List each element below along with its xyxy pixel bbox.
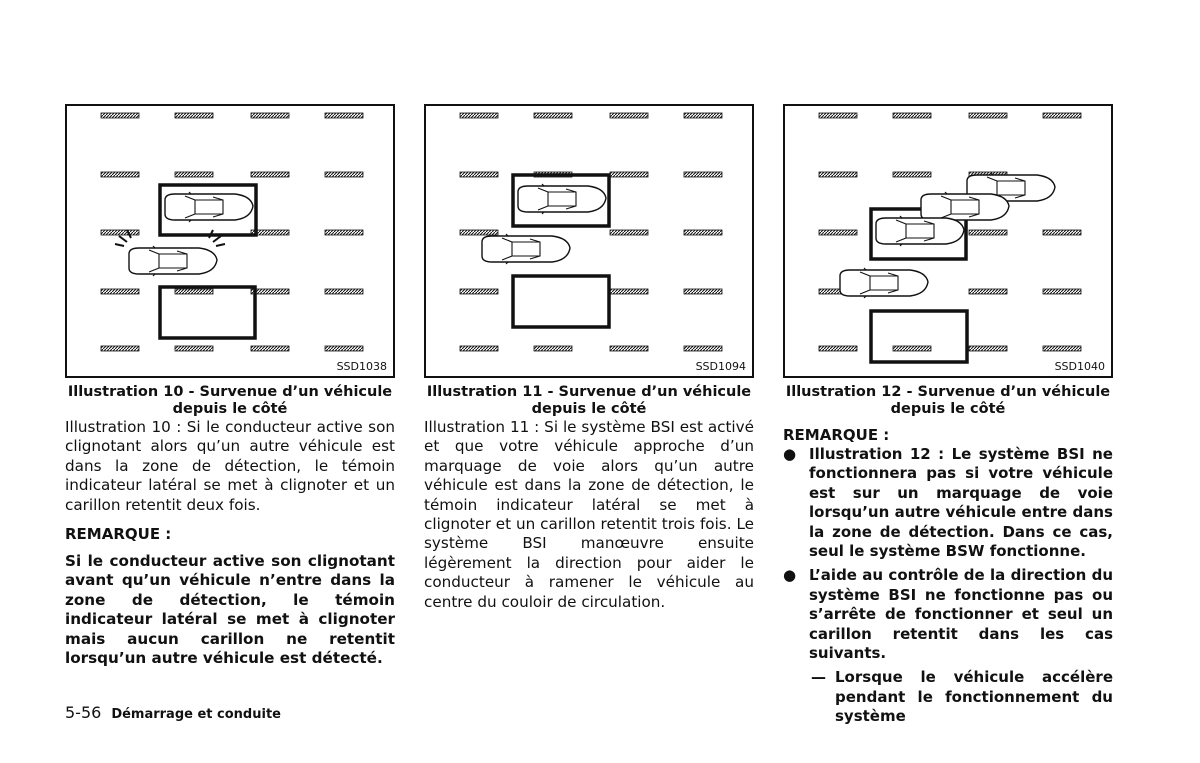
bullet-icon: ●: [783, 566, 797, 585]
caption-line: depuis le côté: [531, 401, 647, 417]
caption-line: depuis le côté: [890, 401, 1006, 417]
body-text: Illustration 10 : Si le conducteur active son clignotant alors qu’un autre véhicule est dans la zone de détection, le témoin indicateur latéral se met à clignoter et un carillon retentit deux fois.: [65, 418, 395, 514]
car-position-1: [876, 216, 964, 246]
figure-caption: [65, 384, 395, 418]
figure-code: SSD1040: [1054, 360, 1105, 373]
column-1: [65, 104, 395, 668]
figure-12-drawing: [785, 106, 1111, 376]
caption-line: Illustration 11 - Survenue d’un véhicule: [426, 384, 752, 400]
own-car: [165, 192, 253, 222]
dash-item: [783, 668, 1113, 726]
lane-markings: [460, 113, 722, 351]
detection-zone-lower: [160, 287, 255, 338]
figure-12: [783, 104, 1113, 378]
page-footer: [65, 703, 281, 722]
figure-10: [65, 104, 395, 378]
caption-line: Illustration 12 - Survenue d’un véhicule: [785, 384, 1111, 400]
figure-caption: [424, 384, 754, 418]
figure-code: SSD1094: [695, 360, 746, 373]
caption-line: depuis le côté: [172, 401, 288, 417]
dash-item-text: Lorsque le véhicule accélère pendant le fonctionnement du système: [835, 668, 1113, 726]
caption-line: Illustration 10 - Survenue d’un véhicule: [67, 384, 393, 400]
detection-zone-lower: [513, 276, 609, 327]
remark-title: REMARQUE :: [65, 525, 172, 544]
remark-text: Si le conducteur active son clignotant avant qu’un véhicule n’entre dans la zone de détection, le témoin indicateur latéral se met à clignoter mais aucun carillon ne retentit lorsqu’un autre véhicule est détecté.: [65, 552, 395, 668]
detection-zone-lower: [871, 311, 967, 362]
list-item: [783, 566, 1113, 663]
dash-icon: —: [811, 668, 826, 687]
page-number: 5-56: [65, 703, 102, 722]
other-car: [129, 246, 217, 276]
own-car: [482, 234, 570, 264]
figure-11-drawing: [426, 106, 752, 376]
column-3: [783, 104, 1113, 727]
figure-10-drawing: [67, 106, 393, 376]
figure-code: SSD1038: [336, 360, 387, 373]
figure-caption: [783, 384, 1113, 418]
bullet-icon: ●: [783, 445, 797, 463]
lane-markings: [101, 113, 363, 351]
column-2: [424, 104, 754, 612]
list-item-text: Illustration 12 : Le système BSI ne fonctionnera pas si votre véhicule est sur un marquage de voie lorsqu’un autre véhicule entre dans la zone de détection. Dans ce cas, seul le système BSW fonctionne.: [809, 445, 1113, 561]
other-car: [840, 268, 928, 298]
figure-11: [424, 104, 754, 378]
other-car: [518, 184, 606, 214]
list-item: [783, 445, 1113, 561]
remark-title: REMARQUE :: [783, 426, 890, 444]
section-title: Démarrage et conduite: [111, 707, 281, 722]
list-item-text: L’aide au contrôle de la direction du système BSI ne fonctionne pas ou s’arrête de fonctionner et seul un carillon retentit dans les cas suivants.: [809, 566, 1113, 663]
remark-list: [783, 445, 1113, 663]
body-text: Illustration 11 : Si le système BSI est activé et que votre véhicule approche d’un marquage de voie alors qu’un autre véhicule est dans la zone de détection, le témoin indicateur latéral se met à clignoter et un carillon retentit trois fois. Le système BSI manœuvre ensuite légèrement la direction pour aider le conducteur à ramener le véhicule au centre du couloir de circulation.: [424, 418, 754, 611]
